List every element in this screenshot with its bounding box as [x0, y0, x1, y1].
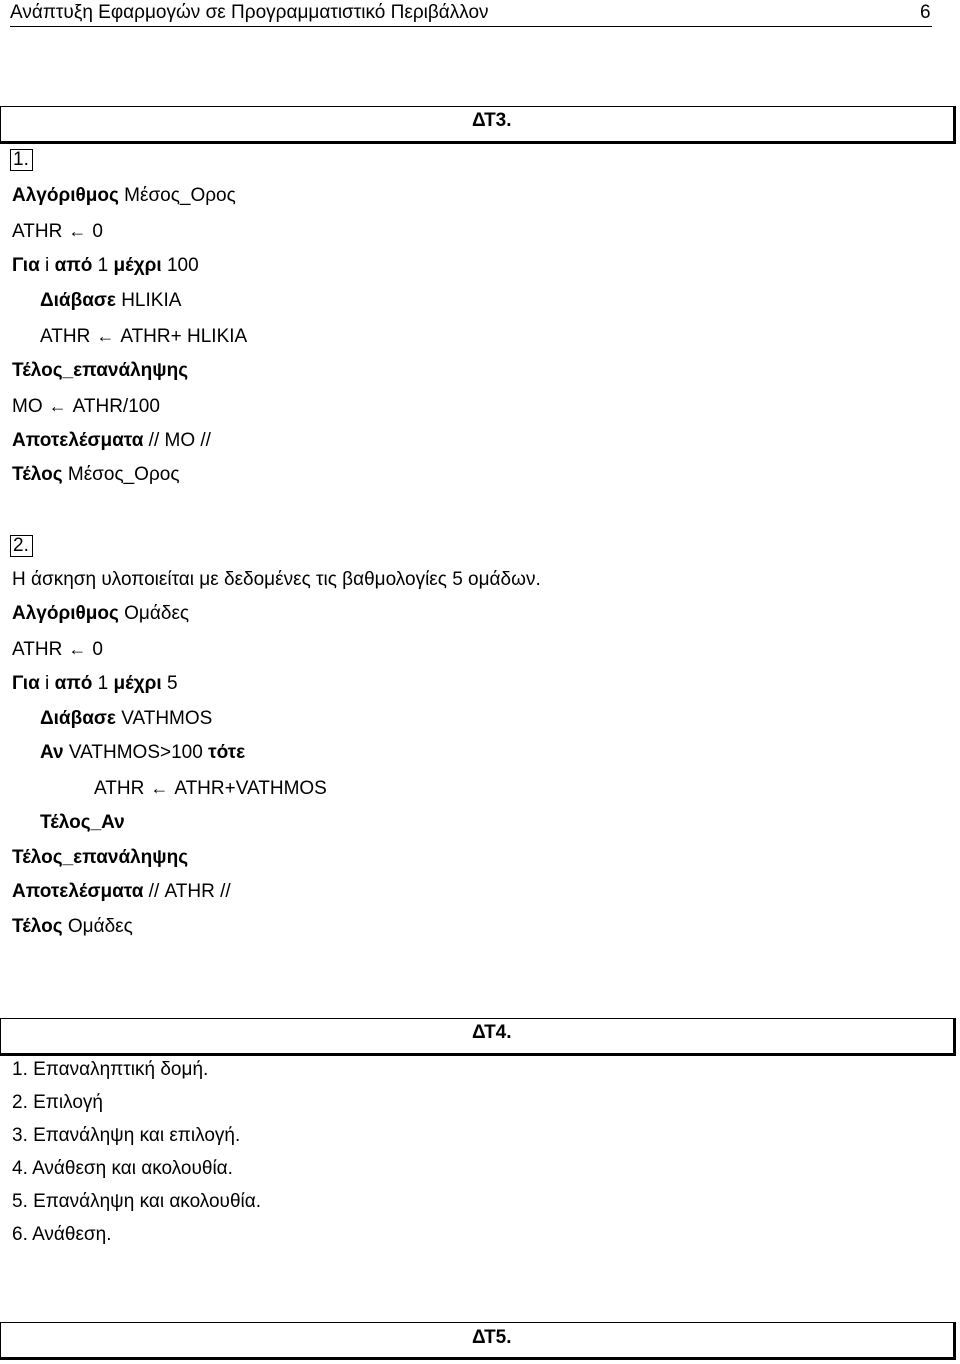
ex1-line-accumulate: [40, 325, 247, 348]
ex2-line-end: [12, 916, 133, 938]
keyword: μέχρι: [113, 255, 162, 276]
dt4-list-item: 5. Επανάληψη και ακολουθία.: [12, 1191, 261, 1212]
ex2-line-end-loop: [12, 847, 188, 869]
section-title-dt5: ΔΤ5.: [472, 1327, 512, 1348]
keyword: Αλγόριθμος: [12, 185, 119, 206]
text: // ATHR //: [143, 881, 231, 902]
keyword: από: [54, 255, 93, 276]
keyword: Τέλος_επανάληψης: [12, 360, 189, 381]
left-arrow-icon: ←: [48, 396, 67, 416]
section-title-dt4: ΔΤ4.: [472, 1022, 512, 1043]
ex2-line-results: [12, 881, 231, 903]
ex2-line-read: [40, 708, 212, 730]
text: ATHR: [40, 326, 91, 347]
text: ATHR: [12, 639, 63, 660]
ex2-line-algorithm: [12, 603, 189, 625]
text: Ομάδες: [118, 603, 190, 624]
text: 0: [92, 221, 103, 242]
ex1-line-read: [40, 290, 181, 312]
left-arrow-icon: ←: [96, 326, 115, 346]
left-arrow-icon: ←: [150, 778, 169, 798]
ex2-line-if: [40, 742, 245, 764]
keyword: Τέλος: [12, 464, 63, 485]
ex2-line-end-if: [40, 812, 125, 834]
dt4-list-item: 4. Ανάθεση και ακολουθία.: [12, 1158, 233, 1179]
running-header-title: Ανάπτυξη Εφαρμογών σε Προγραμματιστικό Περιβάλλον: [10, 2, 489, 23]
keyword: Για: [12, 673, 40, 694]
keyword: Τέλος_επανάληψης: [12, 847, 189, 868]
dt4-list-item: 2. Επιλογή: [12, 1092, 103, 1113]
keyword: Διάβασε: [40, 290, 116, 311]
text: HLIKIA: [115, 290, 182, 311]
text: Μέσος_Ορος: [118, 185, 236, 206]
text: ATHR: [94, 778, 145, 799]
text: 0: [92, 639, 103, 660]
ex2-line-for: [12, 673, 178, 695]
text: 1: [92, 255, 114, 276]
text: i: [39, 673, 55, 694]
ex1-line-results: [12, 430, 211, 452]
text: 5: [161, 673, 178, 694]
ex1-line-for: [12, 255, 199, 277]
section-title-dt3: ΔΤ3.: [472, 110, 512, 131]
dt4-list-item: 3. Επανάληψη και επιλογή.: [12, 1125, 241, 1146]
page-number: 6: [920, 2, 931, 23]
keyword: Αποτελέσματα: [12, 430, 144, 451]
ex1-line-end-loop: [12, 360, 188, 382]
text: 1: [92, 673, 114, 694]
left-arrow-icon: ←: [68, 639, 87, 659]
header-rule: [10, 26, 932, 27]
text: i: [39, 255, 55, 276]
text: Μέσος_Ορος: [62, 464, 180, 485]
keyword: Τέλος_Αν: [40, 812, 125, 833]
ex2-intro: Η άσκηση υλοποιείται με δεδομένες τις βαθμολογίες 5 ομάδων.: [12, 569, 541, 590]
ex1-line-assign-athr: [12, 220, 103, 243]
text: ATHR: [12, 221, 63, 242]
keyword: Αλγόριθμος: [12, 603, 119, 624]
text: Ομάδες: [62, 916, 133, 937]
text: VATHMOS: [115, 708, 213, 729]
keyword: Αν: [40, 742, 64, 763]
text: ATHR+ HLIKIA: [120, 326, 248, 347]
keyword: μέχρι: [113, 673, 162, 694]
ex1-line-end: [12, 464, 180, 486]
ex2-line-assign-athr: [12, 638, 103, 661]
keyword: Αποτελέσματα: [12, 881, 144, 902]
keyword: Τέλος: [12, 916, 63, 937]
text: 100: [161, 255, 199, 276]
text: // MO //: [143, 430, 211, 451]
keyword: Διάβασε: [40, 708, 116, 729]
exercise-1-number: 1.: [10, 149, 33, 171]
exercise-2-number: 2.: [10, 535, 33, 557]
ex1-line-assign-mo: [12, 395, 160, 418]
dt4-list-item: 6. Ανάθεση.: [12, 1224, 112, 1245]
ex1-line-algorithm: [12, 185, 236, 207]
dt4-list-item: 1. Επαναληπτική δομή.: [12, 1059, 209, 1080]
left-arrow-icon: ←: [68, 221, 87, 241]
keyword: από: [54, 673, 93, 694]
keyword: τότε: [208, 742, 246, 763]
text: ATHR/100: [72, 396, 160, 417]
text: VATHMOS>100: [63, 742, 209, 763]
ex2-line-accumulate: [94, 777, 327, 800]
text: ATHR+VATHMOS: [174, 778, 327, 799]
keyword: Για: [12, 255, 40, 276]
text: MO: [12, 396, 43, 417]
